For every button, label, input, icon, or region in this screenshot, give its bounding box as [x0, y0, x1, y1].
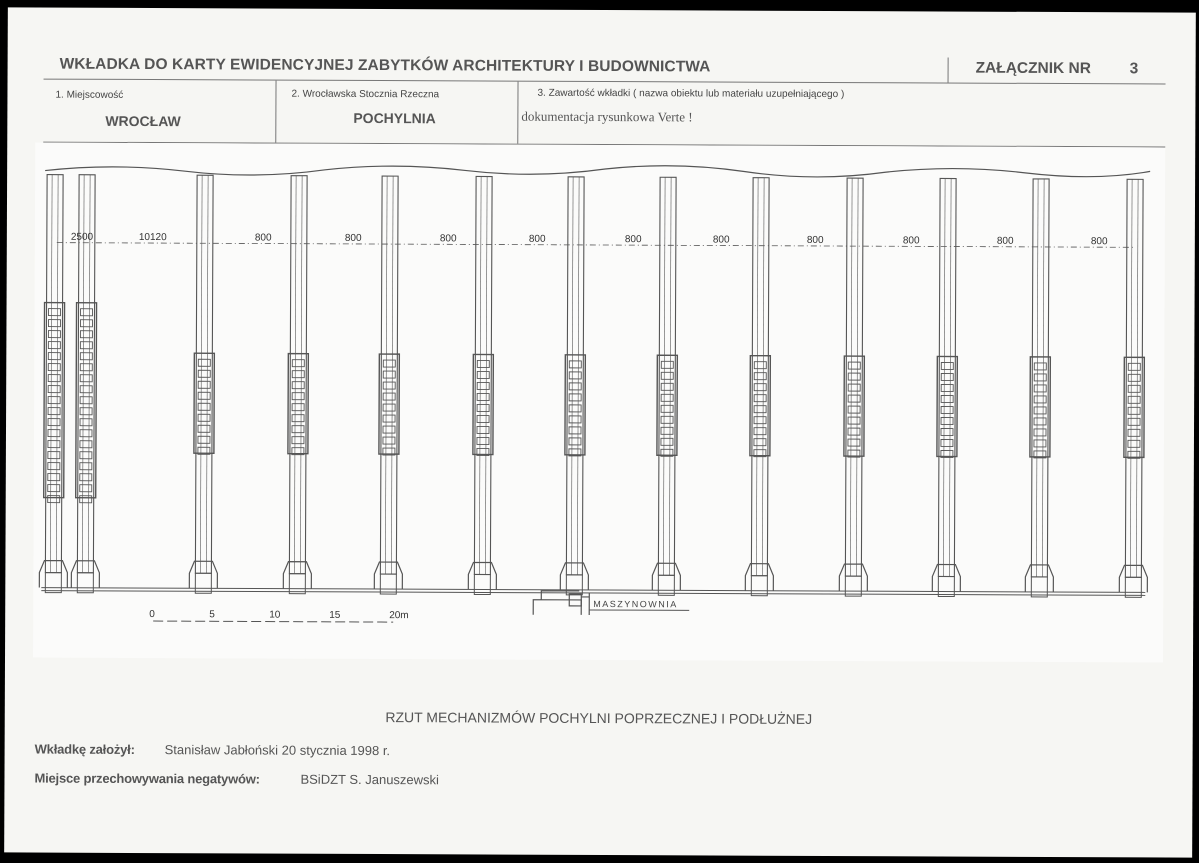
slipway-rail	[1025, 179, 1055, 597]
slipway-rail	[374, 176, 404, 594]
field-content-caption: 3. Zawartość wkładki ( nazwa obiektu lub materiału uzupełniającego )	[537, 87, 845, 101]
annex-label: ZAŁĄCZNIK NR	[975, 59, 1092, 78]
slipway-rail	[39, 175, 69, 593]
form-title: WKŁADKA DO KARTY EWIDENCYJNEJ ZABYTKÓW ARCHITEKTURY I BUDOWNICTWA	[59, 55, 711, 76]
slipway-rail	[1119, 179, 1149, 597]
field-place-caption: 1. Miejscowość	[55, 89, 124, 101]
slipway-rail	[283, 176, 313, 594]
header-divider	[948, 58, 949, 83]
dimension-label: 800	[1090, 236, 1108, 248]
author-value: Stanisław Jabłoński 20 stycznia 1998 r.	[164, 742, 391, 759]
scale-label: 20m	[389, 610, 409, 622]
field-content-value: dokumentacja rysunkowa Verte !	[521, 108, 693, 125]
storage-value: BSiDZT S. Januszewski	[300, 771, 439, 788]
drawing-caption: RZUT MECHANIZMÓW POCHYLNI POPRZECZNEJ I PODŁUŻNEJ	[385, 709, 813, 727]
scale-label: 10	[269, 609, 281, 621]
field-divider-2	[517, 82, 518, 144]
header-rule	[44, 79, 1166, 85]
field-object-caption: 2. Wrocławska Stocznia Rzeczna	[291, 88, 440, 101]
field-divider-1	[275, 81, 276, 143]
slipway-rail	[560, 177, 590, 595]
dimension-label: 800	[806, 234, 824, 246]
dimension-label: 800	[254, 232, 272, 244]
author-label: Wkładkę założył:	[34, 741, 135, 757]
slipway-rail	[839, 178, 869, 596]
annex-number: 3	[1129, 60, 1139, 78]
slipway-rail	[189, 175, 219, 593]
scale-label: 5	[209, 609, 215, 621]
technical-drawing	[33, 143, 1165, 663]
break-line-top	[45, 163, 1150, 179]
storage-label: Miejsce przechowywania negatywów:	[34, 770, 260, 787]
dimension-label: 800	[344, 232, 362, 244]
record-sheet	[4, 7, 1196, 857]
drawing-canvas	[33, 143, 1165, 663]
dimension-label: 800	[712, 234, 730, 246]
slipway-rail	[932, 178, 962, 596]
slipway-rail	[652, 177, 682, 595]
dimension-label: 800	[902, 235, 920, 247]
slipway-rail	[745, 178, 775, 596]
field-object-value: POCHYLNIA	[353, 109, 436, 127]
scale-bar	[149, 609, 409, 622]
dimension-label: 800	[528, 233, 546, 245]
dimension-label: 10120	[138, 231, 167, 244]
building-label: MASZYNOWNIA	[593, 598, 678, 610]
scale-label: 0	[149, 609, 155, 621]
slipway-rail	[468, 176, 498, 594]
dimension-label: 2500	[70, 231, 94, 243]
field-place-value: WROCŁAW	[105, 112, 181, 130]
scale-label: 15	[329, 609, 341, 621]
building-machine-house	[533, 591, 689, 616]
dimension-line	[57, 243, 1135, 248]
dimension-label: 800	[439, 233, 457, 245]
dimension-label: 800	[996, 235, 1014, 247]
dimension-label: 800	[624, 234, 642, 246]
